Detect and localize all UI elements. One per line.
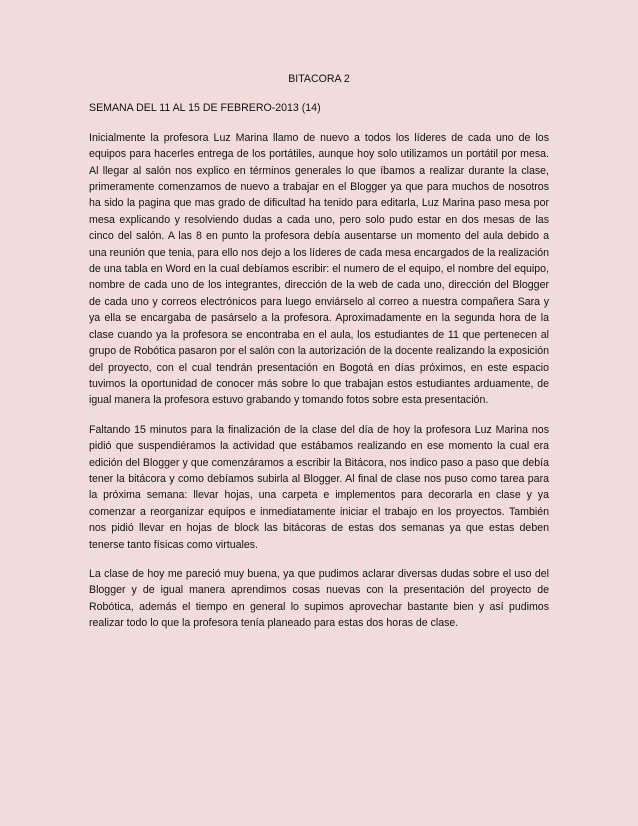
document-title: BITACORA 2 bbox=[288, 73, 350, 85]
document-subtitle: SEMANA DEL 11 AL 15 DE FEBRERO-2013 (14) bbox=[89, 102, 321, 115]
paragraph-2: Faltando 15 minutos para la finalización de la clase del día de hoy la profesora Luz Marina nos pidió que suspendiéramos la actividad que estábamos realizando en ese momento la cual era edición del Blogger y que comenzáramos a escribir la Bitácora, nos indico paso a paso que debía tener la bitácora y como debíamos subirla al Blogger. Al final de clase nos puso como tarea para la próxima semana: llevar hojas, una carpeta e implementos para decorarla en clase y ya comenzar a reorganizar equipos e inmediatamente iniciar el trabajo en los proyectos. También nos pidió llevar en hojas de block las bitácoras de estas dos semanas ya que estas deben tenerse tanto físicas como virtuales. bbox=[89, 423, 549, 551]
document-body bbox=[89, 71, 549, 645]
paragraph-3: La clase de hoy me pareció muy buena, ya que pudimos aclarar diversas dudas sobre el uso del Blogger y de igual manera aprendimos cosas nuevas con la presentación del proyecto de Robótica, además el tiempo en general lo supimos aprovechar bastante bien y así pudimos realizar todo lo que la profesora tenía planeado para estas dos horas de clase. bbox=[89, 567, 549, 630]
paragraph-1: Inicialmente la profesora Luz Marina llamo de nuevo a todos los líderes de cada uno de los equipos para hacerles entrega de los portátiles, aunque hoy solo utilizamos un portátil por mesa. Al llegar al salón nos explico en términos generales lo que íbamos a realizar durante la clase, primeramente comenzamos de nuevo a trabajar en el Blogger ya que para muchos de nosotros ha sido la pagina que mas grado de dificultad ha tenido para editarla, Luz Marina paso mesa por mesa explicando y resolviendo dudas a cada uno, pero solo pudo estar en dos mesas de las cinco del salón. A las 8 en punto la profesora debía ausentarse un momento del aula debido a una reunión que tenia, para ello nos dejo a los líderes de cada mesa encargados de la realización de una tabla en Word en la cual debíamos escribir: el numero de el equipo, el nombre del equipo, nombre de cada uno de los integrantes, dirección de la web de cada uno, dirección del Blogger de cada uno y correos electrónicos para luego enviárselo al correo a nuestra compañera Sara y ya ella se encargaba de pasárselo a la profesora. Aproximadamente en la segunda hora de la clase cuando ya la profesora se encontraba en el aula, los estudiantes de 11 que pertenecen al grupo de Robótica pasaron por el salón con la autorización de la docente realizando la exposición del proyecto, con el cual tendrán presentación en Bogotá en días próximos, en este espacio tuvimos la oportunidad de conocer más sobre lo que trabajan estos estudiantes arduamente, de igual manera la profesora estuvo grabando y tomando fotos sobre esta presentación. bbox=[89, 131, 549, 407]
